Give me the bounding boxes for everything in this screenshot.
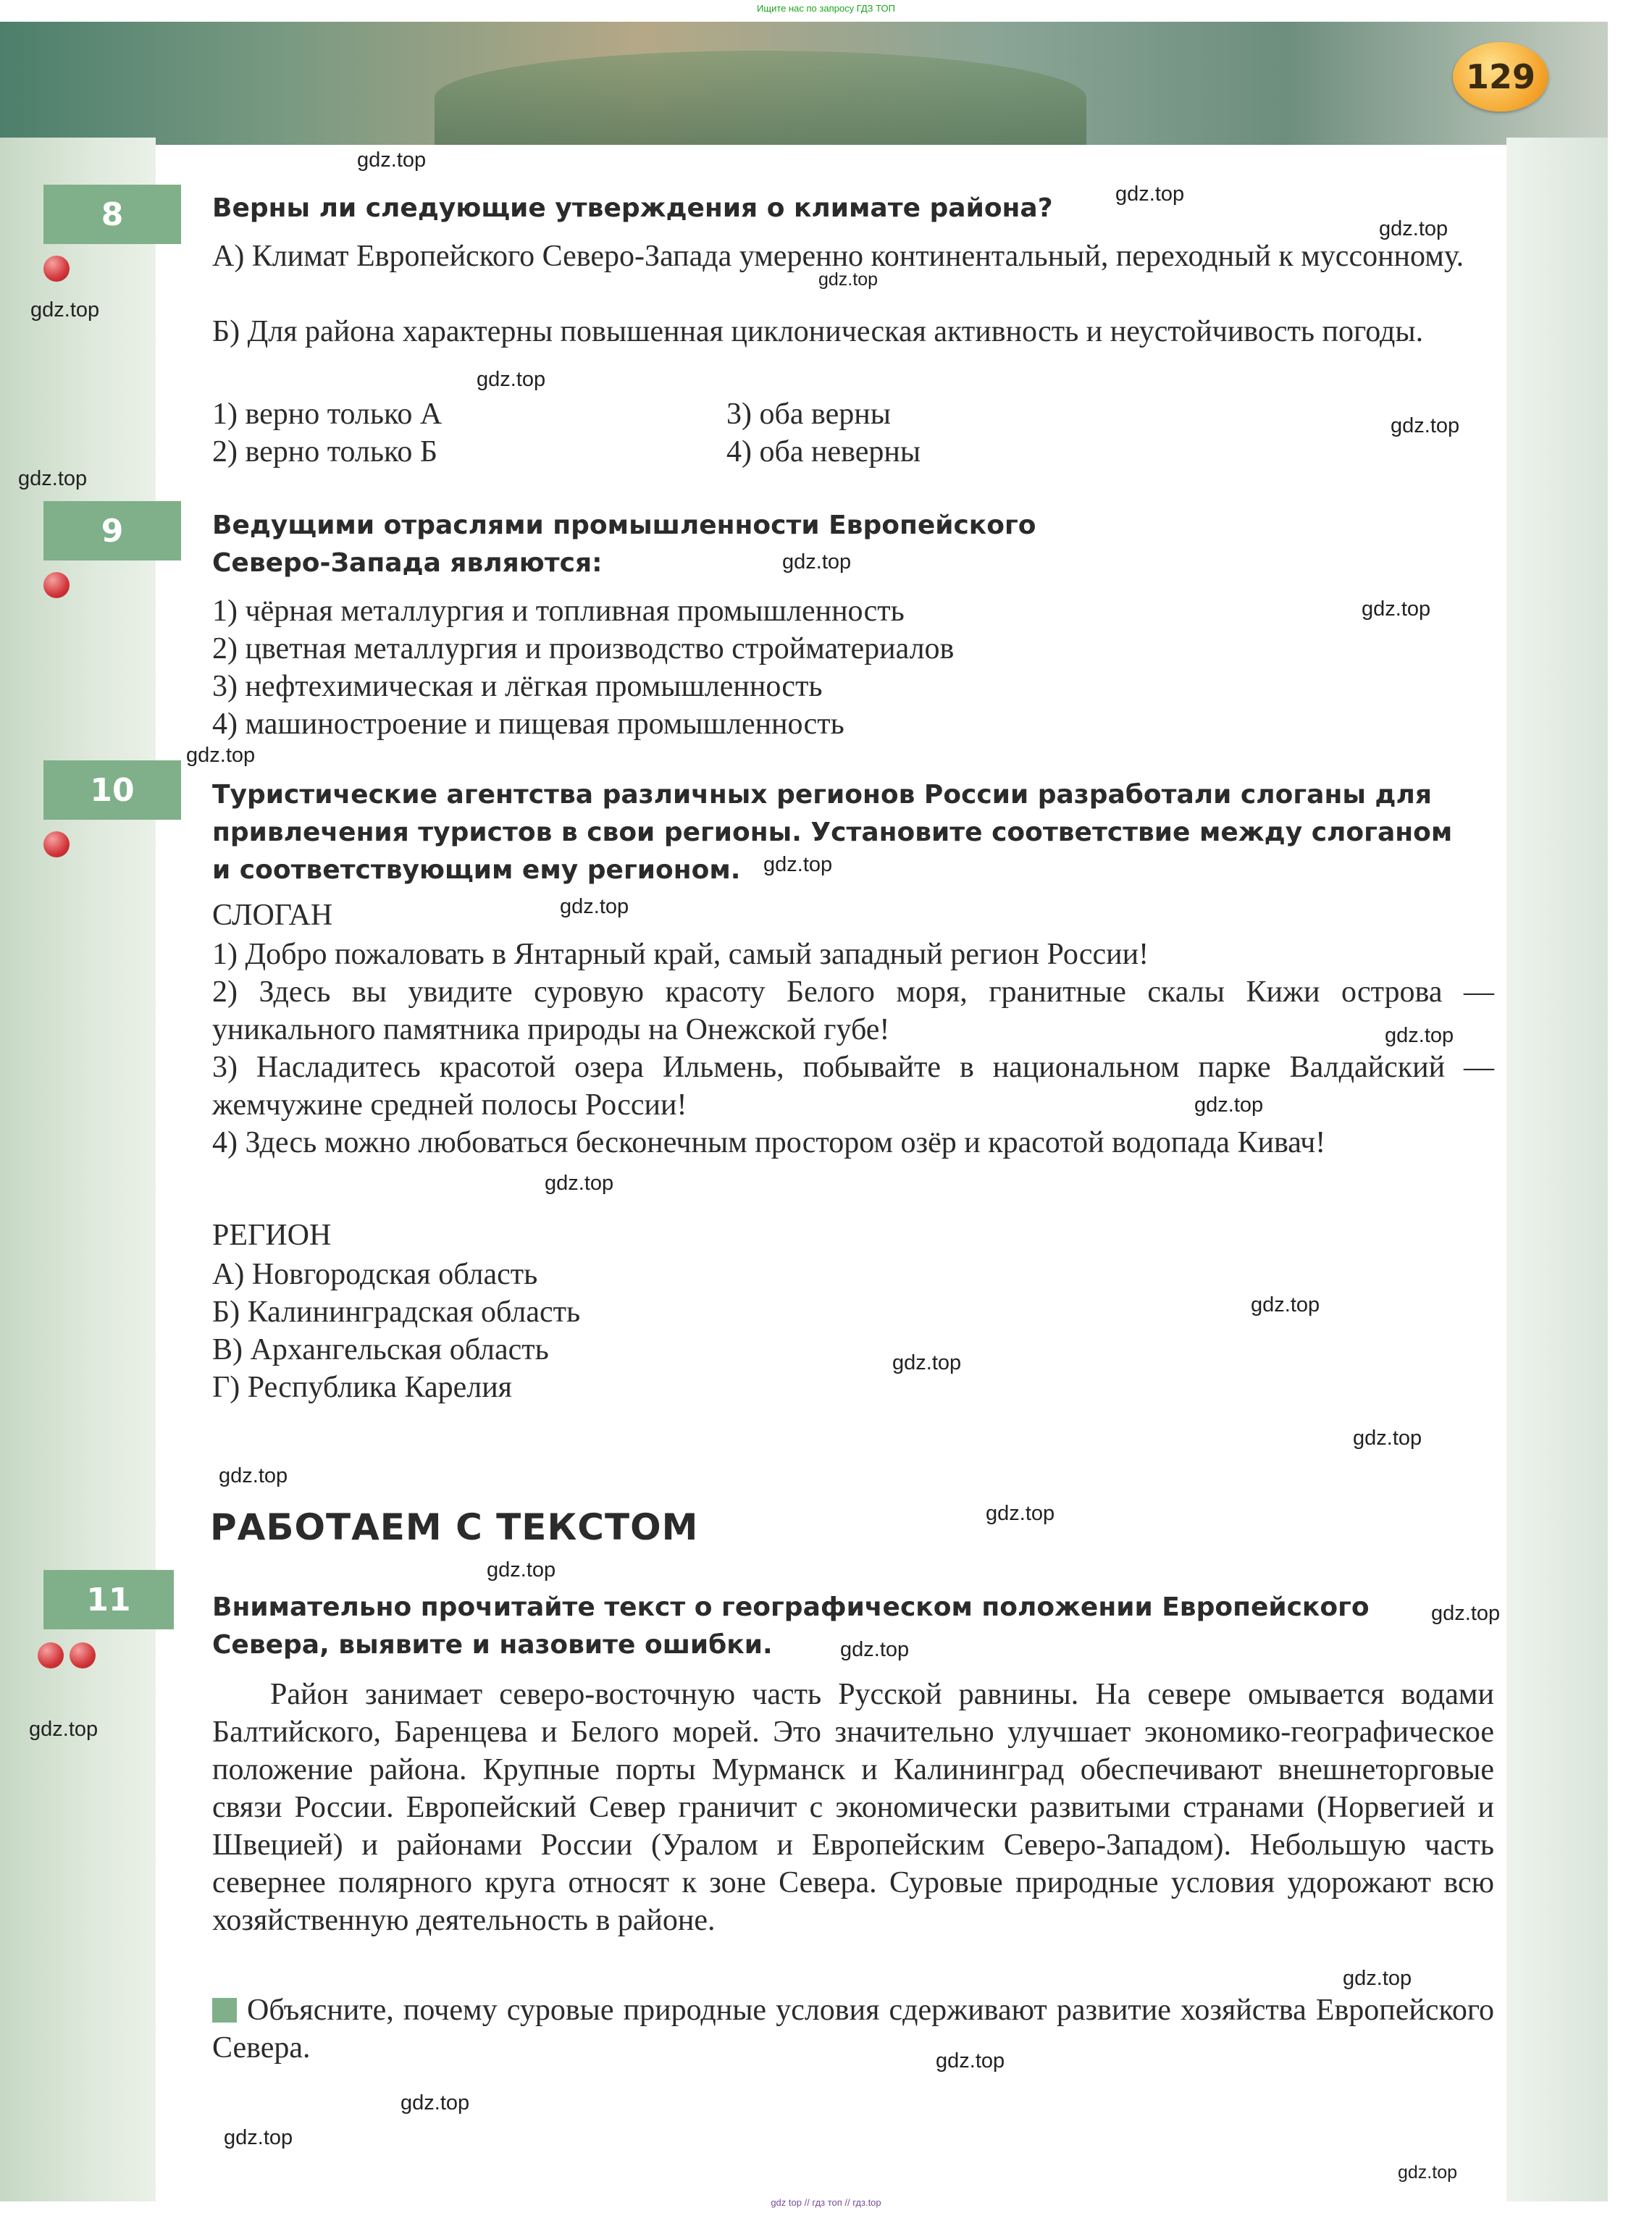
region-b: Б) Калининградская область	[212, 1296, 581, 1329]
watermark: gdz.top	[782, 550, 852, 574]
square-bullet-icon	[212, 1998, 237, 2023]
task10-question-line1: Туристические агентства различных регионов России разработали слоганы для	[212, 780, 1432, 810]
watermark: gdz.top	[1379, 217, 1448, 240]
watermark: gdz.top	[818, 269, 879, 290]
watermark: gdz.top	[1115, 182, 1185, 206]
watermark: gdz.top	[1431, 1602, 1501, 1625]
difficulty-dot-icon	[43, 831, 70, 857]
task9-question-line2: Северо-Запада являются:	[212, 548, 603, 578]
watermark: gdz.top	[1391, 414, 1460, 437]
watermark: gdz.top	[1343, 1967, 1412, 1990]
task8-option-4: 4) оба неверны	[726, 435, 921, 469]
top-note: Ищите нас по запросу ГДЗ ТОП	[757, 3, 895, 14]
task8-question: Верны ли следующие утверждения о климате района?	[212, 193, 1053, 223]
right-margin-strip	[1506, 138, 1608, 2201]
slogan-1: 1) Добро пожаловать в Янтарный край, самый западный регион России!	[212, 938, 1149, 971]
task-number-10: 10	[43, 760, 181, 820]
task8-statement-b: Б) Для района характерны повышенная циклоническая активность и неустойчивость погоды.	[212, 315, 1424, 348]
slogan-heading: СЛОГАН	[212, 899, 333, 932]
watermark: gdz.top	[560, 895, 629, 918]
task8-option-2: 2) верно только Б	[212, 435, 437, 469]
watermark: gdz.top	[18, 467, 88, 490]
region-a: А) Новгородская область	[212, 1258, 538, 1291]
difficulty-dot-icon	[43, 256, 70, 282]
watermark: gdz.top	[1353, 1427, 1422, 1450]
task9-item-2: 2) цветная металлургия и производство стройматериалов	[212, 632, 955, 665]
task11-paragraph: Район занимает северо-восточную часть Русской равнины. На севере омывается водами Балтийского, Баренцева и Белого морей. Это значительно улучшает экономико-географическое положение района. Крупные порты Мурманск и Калининград обеспечивают внешнеторговые связи России. Европейский Север граничит с экономически развитыми странами (Норвегией и Швецией) и районами России (Уралом и Европейским Северо-Западом). Небольшую часть севернее полярного круга относят к зоне Севера. Суровые природные условия удорожают всю хозяйственную деятельность в районе.	[212, 1678, 1494, 1937]
watermark: gdz.top	[357, 148, 427, 172]
task9-item-1: 1) чёрная металлургия и топливная промышленность	[212, 595, 905, 628]
left-margin-strip	[0, 138, 156, 2201]
task11-explain-text: Объясните, почему суровые природные условия сдерживают развитие хозяйства Европейского Севера.	[212, 1994, 1494, 2065]
page-number-badge: 129	[1453, 42, 1548, 112]
task10-question-line3: и соответствующим ему регионом.	[212, 855, 741, 885]
watermark: gdz.top	[487, 1558, 556, 1582]
task8-option-1: 1) верно только А	[212, 398, 443, 431]
slogan-3: 3) Насладитесь красотой озера Ильмень, побывайте в национальном парке Валдайский — жемчужине средней полосы России!	[212, 1051, 1494, 1122]
task11-question-line1: Внимательно прочитайте текст о географическом положении Европейского	[212, 1592, 1370, 1622]
task11-question-line2: Севера, выявите и назовите ошибки.	[212, 1630, 773, 1660]
watermark: gdz.top	[545, 1172, 614, 1195]
slogan-4: 4) Здесь можно любоваться бесконечным простором озёр и красотой водопада Кивач!	[212, 1126, 1326, 1159]
difficulty-dot-icon	[43, 572, 70, 598]
task9-item-4: 4) машиностроение и пищевая промышленность	[212, 707, 844, 741]
watermark: gdz.top	[30, 298, 100, 322]
slogan-2: 2) Здесь вы увидите суровую красоту Белого моря, гранитные скалы Кижи острова — уникального памятника природы на Онежской губе!	[212, 975, 1494, 1046]
region-heading: РЕГИОН	[212, 1219, 332, 1252]
watermark: gdz.top	[186, 744, 256, 767]
region-d: Г) Республика Карелия	[212, 1371, 512, 1404]
watermark: gdz.top	[1362, 597, 1431, 621]
task-number-9: 9	[43, 501, 181, 560]
watermark: gdz.top	[763, 853, 833, 876]
watermark: gdz.top	[936, 2049, 1005, 2073]
watermark: gdz.top	[1194, 1093, 1264, 1117]
watermark: gdz.top	[401, 2091, 470, 2115]
header-landscape	[435, 51, 1086, 145]
task10-question-line2: привлечения туристов в свои регионы. Установите соответствие между слоганом	[212, 818, 1453, 847]
watermark: gdz.top	[840, 1638, 910, 1661]
watermark: gdz.top	[986, 1502, 1055, 1525]
header-photo-banner	[0, 22, 1608, 145]
watermark: gdz.top	[219, 1464, 288, 1487]
task-number-11: 11	[43, 1570, 174, 1629]
watermark: gdz.top	[477, 368, 546, 391]
task11-explain	[212, 1991, 1494, 2067]
task8-option-3: 3) оба верны	[726, 398, 891, 431]
watermark: gdz.top	[29, 1718, 98, 1741]
task8-statement-a: А) Климат Европейского Северо-Запада умеренно континентальный, переходный к муссонному.	[212, 240, 1464, 273]
task9-question-line1: Ведущими отраслями промышленности Европейского	[212, 511, 1036, 540]
watermark: gdz.top	[1398, 2162, 1458, 2183]
task9-item-3: 3) нефтехимическая и лёгкая промышленность	[212, 670, 823, 703]
watermark: gdz.top	[1385, 1024, 1454, 1047]
watermark: gdz.top	[224, 2126, 293, 2149]
task-number-8: 8	[43, 185, 181, 244]
section-heading: РАБОТАЕМ С ТЕКСТОМ	[210, 1506, 699, 1548]
watermark: gdz.top	[892, 1351, 962, 1374]
region-c: В) Архангельская область	[212, 1333, 549, 1366]
difficulty-dot-icon	[70, 1642, 96, 1668]
difficulty-dot-icon	[38, 1642, 64, 1668]
watermark: gdz.top	[1251, 1293, 1320, 1317]
bottom-note: gdz top // гдз топ // гдз.top	[771, 2197, 881, 2208]
